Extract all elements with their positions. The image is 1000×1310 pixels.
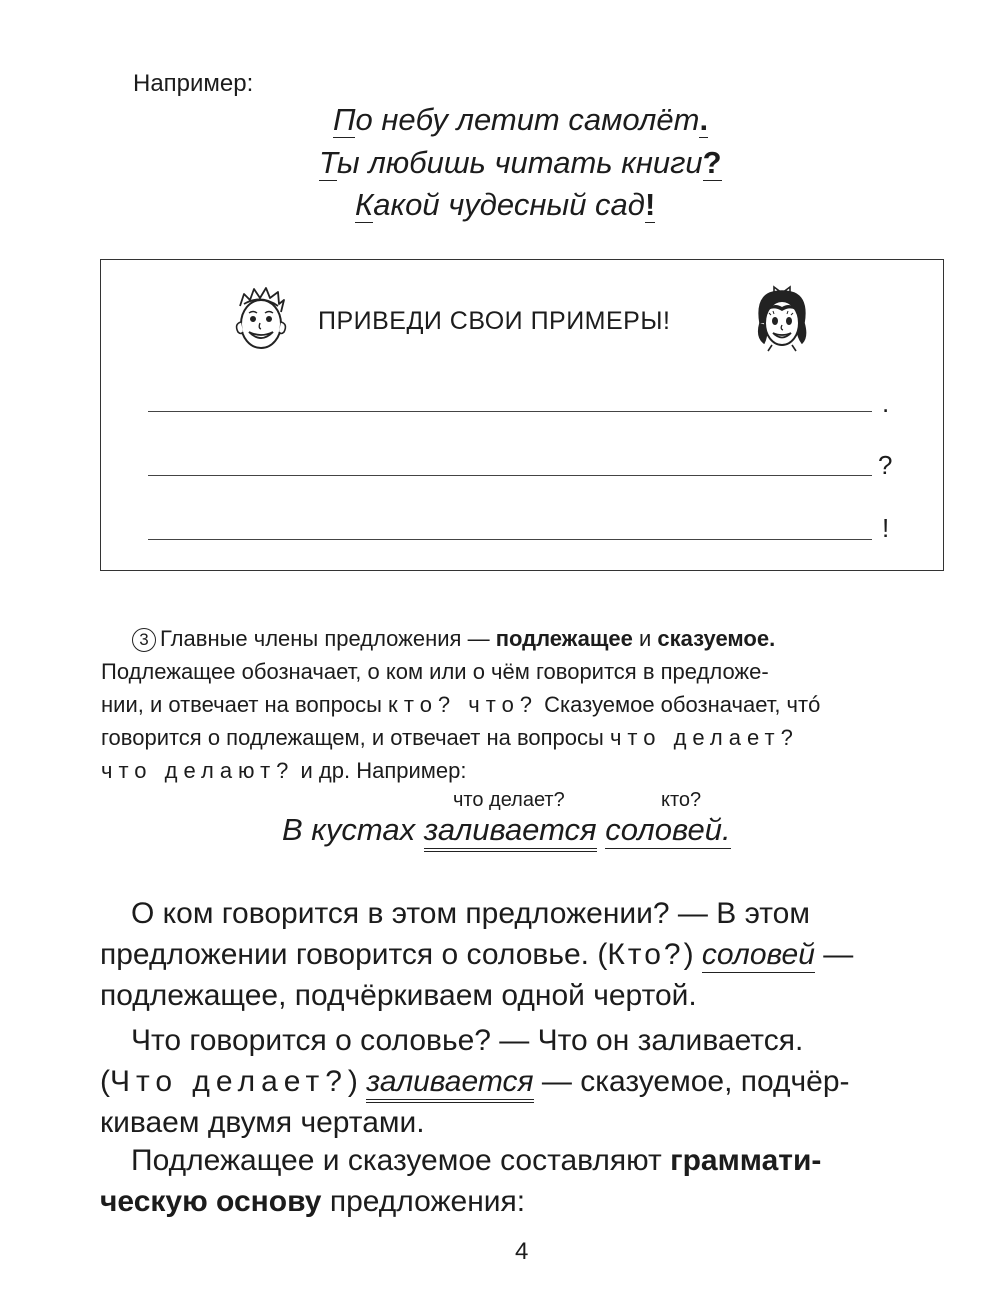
subject-word: соловей. [605, 812, 731, 847]
subject-word-inline: соловей [701, 938, 815, 971]
boy-face-icon [232, 286, 290, 352]
answer-line-end-question: ? [878, 450, 893, 480]
explanation-p2-line-1: Что говорится о соловье? — Что он заливается. [131, 1024, 804, 1057]
answer-line-end-exclamation: ! [882, 513, 890, 543]
girl-face-icon [752, 279, 814, 353]
answer-line-question[interactable] [148, 475, 872, 476]
example-sentence-question: Ты любишь читать книги? [319, 145, 722, 180]
exercise-title: ПРИВЕДИ СВОИ ПРИМЕРЫ! [318, 307, 671, 335]
explanation-p1-line-3: подлежащее, подчёркиваем одной чертой. [100, 979, 697, 1012]
rule-line-3: нии, и отвечает на вопросы кто? что? Сказуемое обозначает, чтó [101, 692, 821, 717]
subject-question: кто? [661, 789, 702, 811]
answer-line-exclamation[interactable] [148, 539, 872, 540]
explanation-p3-line-2: ческую основу предложения: [100, 1185, 526, 1218]
rule-line-2: Подлежащее обозначает, о ком или о чём говорится в предложе- [101, 659, 769, 684]
page-number: 4 [515, 1238, 529, 1265]
rule-line-4: говорится о подлежащем, и отвечает на вопросы что делает? [101, 725, 799, 750]
rule-line-1: 3 Главные члены предложения — подлежащее и сказуемое. [132, 622, 775, 655]
rule-line-5: что делают? и др. Например: [101, 758, 467, 783]
exercise-box [100, 259, 944, 571]
answer-line-statement[interactable] [148, 411, 872, 412]
predicate-word-inline: заливается [366, 1065, 533, 1103]
explanation-p1-line-1: О ком говорится в этом предложении? — В этом [131, 897, 810, 930]
explanation-p2-line-3: киваем двумя чертами. [100, 1106, 425, 1139]
rule-number-badge: 3 [132, 628, 156, 652]
predicate-question: что делает? [453, 789, 565, 811]
example-sentence-exclamation: Какой чудесный сад! [355, 187, 656, 222]
example-sentence-statement: По небу летит самолёт. [333, 102, 709, 137]
answer-line-end-period: . [882, 388, 890, 418]
example-label: Например: [133, 70, 254, 97]
predicate-word: заливается [424, 812, 597, 852]
explanation-p1-line-2: предложении говорится о соловье. (Кто?) соловей — [100, 938, 854, 971]
explanation-p3-line-1: Подлежащее и сказуемое составляют граммати- [131, 1144, 822, 1177]
example-sentence-main: В кустах заливается соловей. [282, 812, 731, 848]
explanation-p2-line-2: (Что делает?) заливается — сказуемое, подчёр- [100, 1061, 850, 1102]
